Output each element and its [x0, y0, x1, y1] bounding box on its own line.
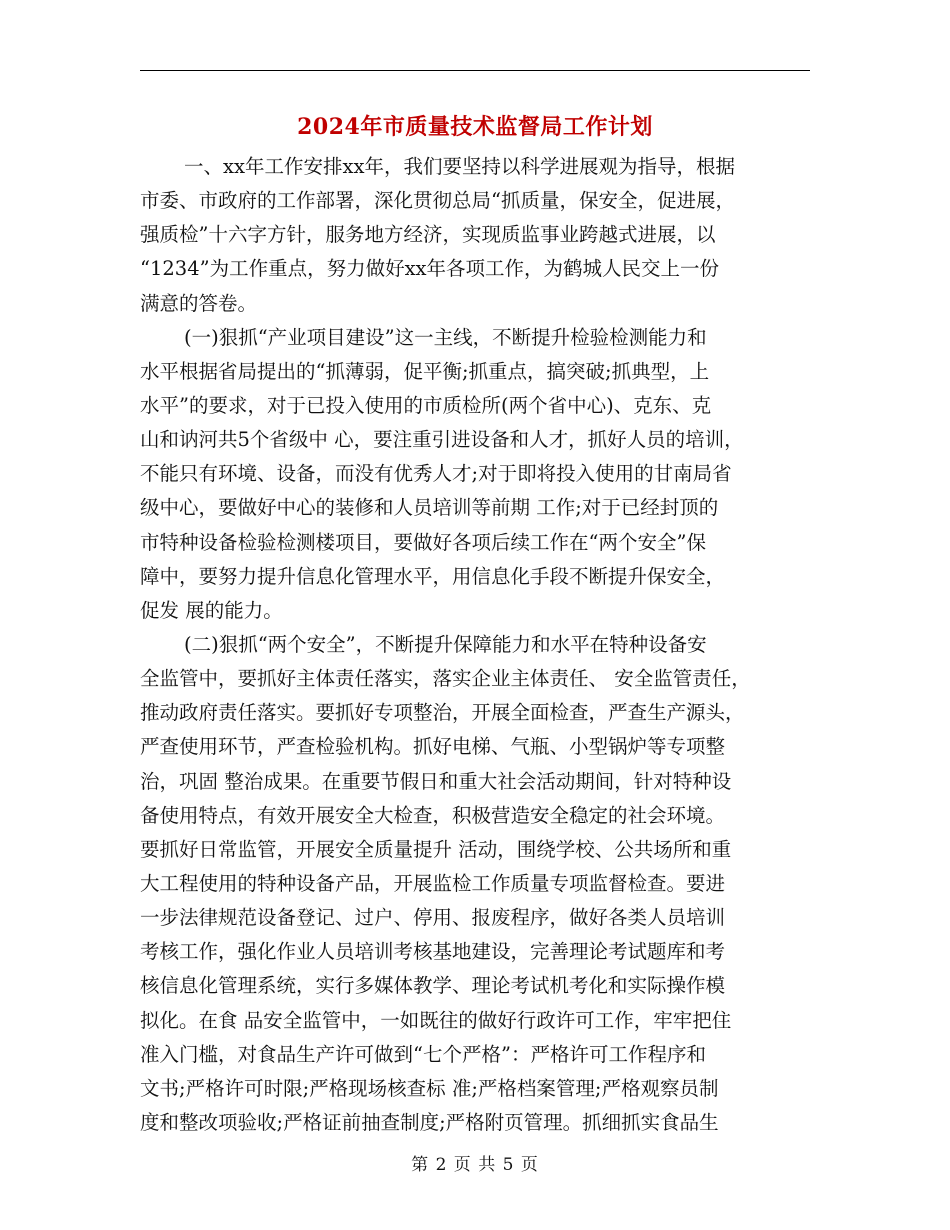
- body-text-line: 一、xx年工作安排xx年，我们要坚持以科学进展观为指导，根据: [184, 155, 735, 178]
- body-text-line: 水平根据省局提出的“抓薄弱，促平衡;抓重点，搞突破;抓典型，上: [140, 359, 710, 383]
- body-text-line: 全监管中，要抓好主体责任落实，落实企业主体责任、 安全监管责任，: [140, 667, 751, 691]
- body-text-line: 度和整改项验收;严格证前抽查制度;严格附页管理。抓细抓实食品生: [140, 1110, 719, 1134]
- body-text-line: 准入门槛，对食品生产许可做到“七个严格”：严格许可工作程序和: [140, 1042, 706, 1066]
- body-text-line: 一步法律规范设备登记、过户、停用、报废程序，做好各类人员培训: [140, 906, 726, 930]
- document-title: 2024年市质量技术监督局工作计划: [297, 114, 653, 140]
- body-text-line: (二)狠抓“两个安全”，不断提升保障能力和水平在特种设备安: [184, 632, 707, 656]
- body-text-line: 备使用特点，有效开展安全大检查，积极营造安全稳定的社会环境。: [140, 803, 726, 827]
- body-text-line: 强质检”十六字方针，服务地方经济，实现质监事业跨越式进展，以: [140, 223, 716, 247]
- body-text-line: 水平”的要求，对于已投入使用的市质检所(两个省中心)、克东、克: [140, 393, 712, 417]
- body-text-line: 促发 展的能力。: [140, 598, 283, 622]
- body-text-line: 山和讷河共5个省级中 心，要注重引进设备和人才，抓好人员的培训，: [140, 428, 744, 452]
- body-text-line: 满意的答卷。: [140, 291, 258, 315]
- body-text-line: 拟化。在食 品安全监管中，一如既往的做好行政许可工作，牢牢把住: [140, 1008, 732, 1032]
- body-text-line: 文书;严格许可时限;严格现场核查标 准;严格档案管理;严格观察员制: [140, 1076, 719, 1100]
- body-text-line: 推动政府责任落实。要抓好专项整治，开展全面检查，严查生产源头，: [140, 701, 745, 725]
- body-text-line: 大工程使用的特种设备产品，开展监检工作质量专项监督检查。要进: [140, 871, 726, 895]
- page-number-footer: 第 2 页 共 5 页: [411, 1155, 539, 1175]
- body-text-line: 严查使用环节，严查检验机构。抓好电梯、气瓶、小型锅炉等专项整: [140, 735, 726, 759]
- header-rule: [140, 70, 810, 71]
- body-text-line: (一)狠抓“产业项目建设”这一主线，不断提升检验检测能力和: [184, 325, 707, 349]
- body-text-line: “1234”为工作重点，努力做好xx年各项工作，为鹤城人民交上一份: [140, 257, 720, 281]
- body-text-line: 要抓好日常监管，开展安全质量提升 活动，围绕学校、公共场所和重: [140, 837, 732, 861]
- body-text-line: 不能只有环境、设备，而没有优秀人才;对于即将投入使用的甘南局省: [140, 462, 732, 486]
- body-text-line: 市特种设备检验检测楼项目，要做好各项后续工作在“两个安全”保: [140, 530, 706, 554]
- body-text-line: 治，巩固 整治成果。在重要节假日和重大社会活动期间，针对特种设: [140, 769, 732, 793]
- body-text-line: 级中心，要做好中心的装修和人员培训等前期 工作;对于已经封顶的: [140, 496, 719, 520]
- body-text-line: 考核工作，强化作业人员培训考核基地建设，完善理论考试题库和考: [140, 940, 726, 964]
- body-text-line: 核信息化管理系统，实行多媒体教学、理论考试机考化和实际操作模: [140, 974, 726, 998]
- body-text-line: 市委、市政府的工作部署，深化贯彻总局“抓质量，保安全，促进展，: [140, 189, 735, 213]
- document-body: [140, 150, 810, 1140]
- body-text-line: 障中，要努力提升信息化管理水平，用信息化手段不断提升保安全，: [140, 564, 726, 588]
